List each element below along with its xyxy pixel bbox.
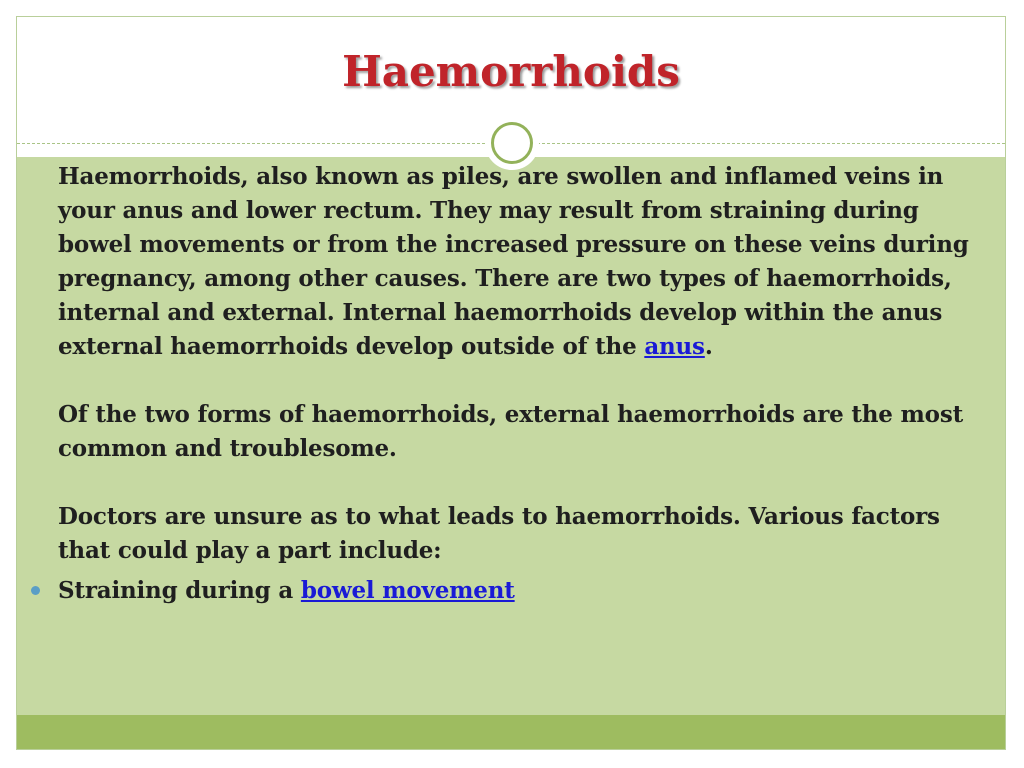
bullet-icon [31, 586, 40, 595]
paragraph-definition [58, 160, 978, 364]
spacer [58, 364, 978, 398]
bottom-band [17, 715, 1005, 750]
anus-link[interactable]: anus [644, 333, 705, 360]
paragraph-definition-end: . [704, 333, 713, 360]
spacer [58, 466, 978, 500]
bullet-item [58, 574, 978, 608]
bowel-movement-link[interactable]: bowel movement [300, 577, 515, 604]
paragraph-common-forms: Of the two forms of haemorrhoids, external haemorrhoids are the most common and troublesome. [58, 401, 963, 462]
paragraph-causes: Doctors are unsure as to what leads to haemorrhoids. Various factors that could play a part include: [58, 503, 940, 564]
bullet-item-text: Straining during a [58, 577, 294, 604]
paragraph-definition-text: Haemorrhoids, also known as piles, are swollen and inflamed veins in your anus and lower rectum. They may result from straining during bowel movements or from the increased pressure on these veins during pregnancy, among other causes. There are two types of haemorrhoids, internal and external. Internal haemorrhoids develop within the anus external haemorrhoids develop outside of the [58, 163, 969, 360]
body-text [58, 160, 978, 608]
slide-title: Haemorrhoids [342, 47, 680, 96]
divider-ring [491, 122, 533, 164]
